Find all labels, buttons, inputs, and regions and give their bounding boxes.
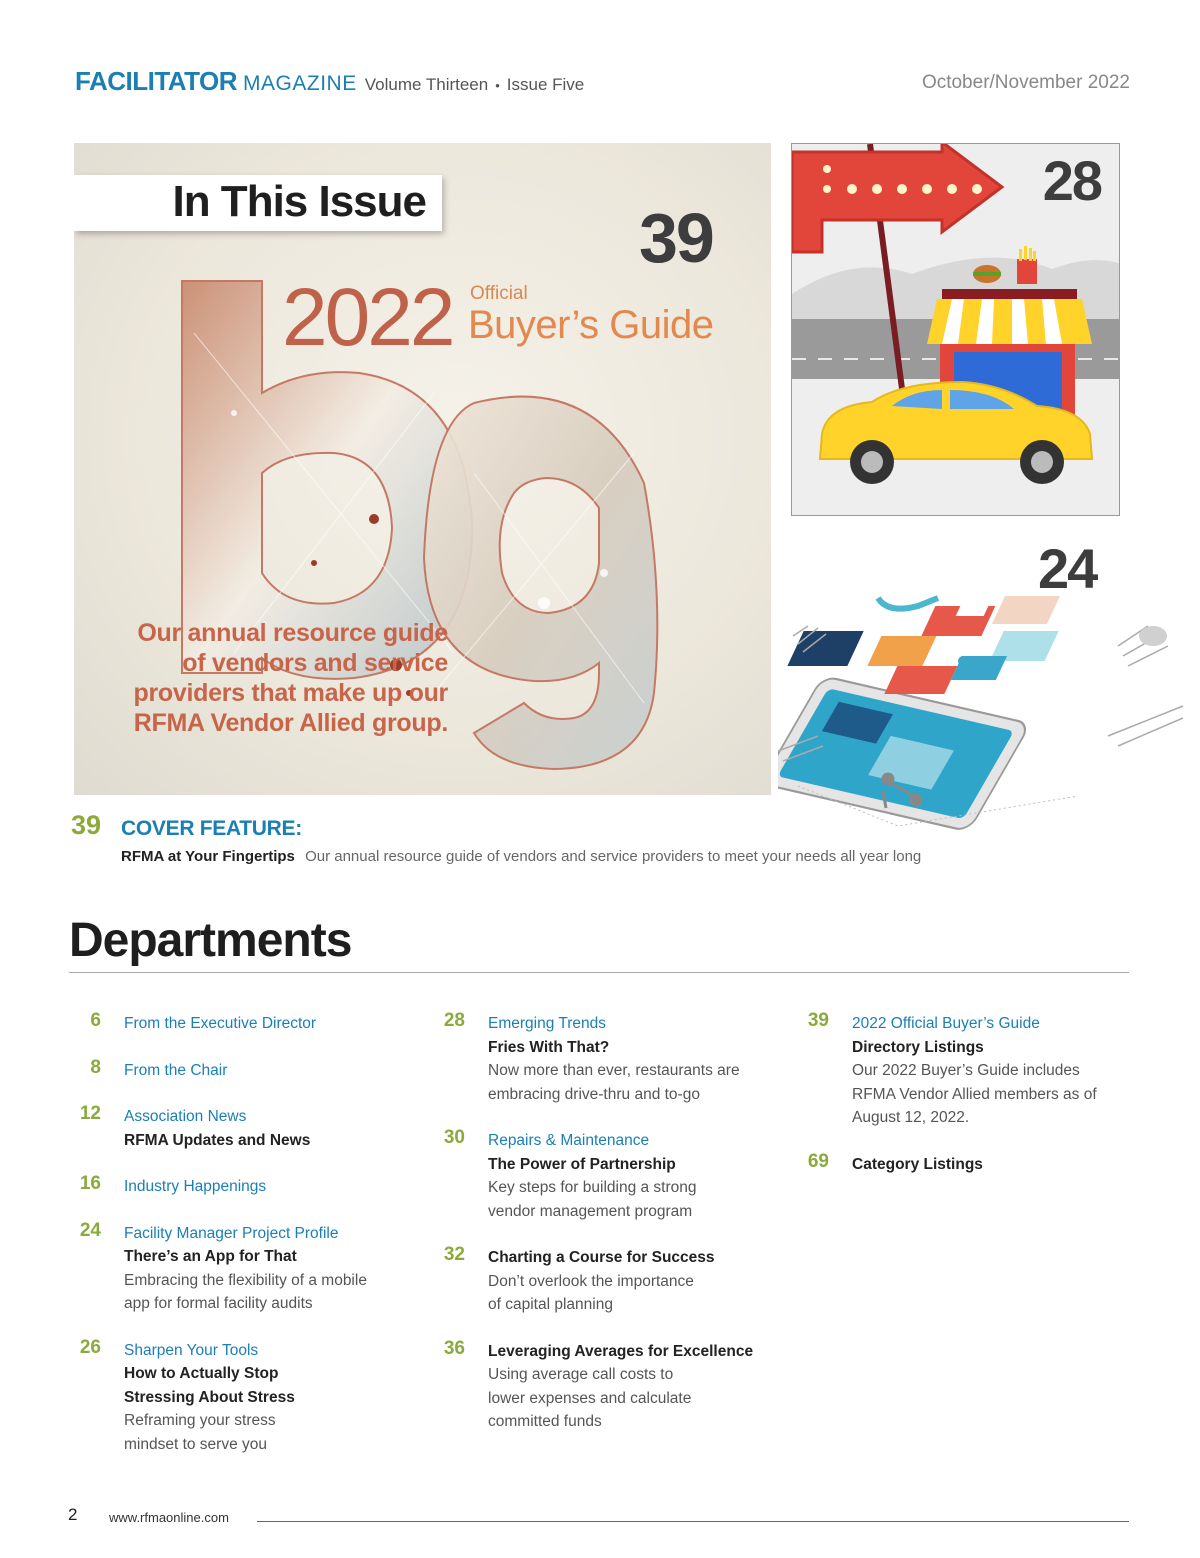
cover-feature-image[interactable] (74, 143, 771, 795)
toc-item[interactable] (437, 1246, 767, 1317)
image-28-page-number: 28 (1042, 149, 1101, 212)
toc-page-number: 8 (90, 1056, 101, 1078)
mobile-app-illustration (778, 536, 1188, 836)
departments-column-2 (437, 1012, 767, 1457)
toc-section[interactable]: From the Executive Director (124, 1015, 317, 1032)
toc-section[interactable]: Repairs & Maintenance (488, 1132, 650, 1149)
toc-page-number: 16 (79, 1173, 101, 1194)
issue-date: October/November 2022 (921, 72, 1130, 93)
toc-title: There’s an App for That (124, 1248, 297, 1265)
toc-page-number: 6 (90, 1010, 101, 1031)
magazine-word: MAGAZINE (243, 72, 357, 95)
cover-description: Our annual resource guide of vendors and service providers that make up our RFMA Vendor Allied group. (133, 619, 448, 737)
toc-section[interactable]: Association News (124, 1108, 247, 1125)
toc-item[interactable] (73, 1056, 403, 1083)
toc-page-number: 12 (79, 1103, 101, 1124)
buyers-guide-official: Official (470, 283, 528, 304)
departments-column-3 (801, 1012, 1131, 1199)
toc-title[interactable]: Charting a Course for Success (488, 1249, 715, 1266)
toc-section[interactable]: 2022 Official Buyer’s Guide (852, 1015, 1040, 1032)
cover-page-number: 39 (639, 199, 713, 277)
toc-section[interactable]: Industry Happenings (124, 1178, 267, 1195)
toc-title: Stressing About Stress (124, 1388, 295, 1406)
toc-description: committed funds (488, 1413, 602, 1430)
toc-description: Don’t overlook the importance (488, 1272, 694, 1290)
toc-description: Key steps for building a strong (488, 1179, 697, 1196)
website-link[interactable]: www.rfmaonline.com (109, 1510, 229, 1525)
footer-divider (257, 1521, 1129, 1522)
toc-item[interactable] (437, 1129, 767, 1223)
toc-description: Our 2022 Buyer’s Guide includes (852, 1062, 1080, 1079)
toc-page-number: 39 (807, 1010, 829, 1031)
toc-description: vendor management program (488, 1202, 693, 1220)
page-number: 2 (68, 1505, 78, 1524)
toc-description: Reframing your stress (124, 1412, 276, 1429)
toc-description: of capital planning (488, 1296, 613, 1313)
image-24-page-number: 24 (1038, 537, 1097, 600)
toc-description: embracing drive-thru and to-go (488, 1085, 700, 1103)
toc-page-number: 69 (807, 1150, 829, 1172)
toc-item[interactable] (73, 1336, 403, 1457)
toc-title[interactable]: Leveraging Averages for Excellence (488, 1342, 754, 1360)
magazine-name: FACILITATOR (75, 66, 238, 96)
in-this-issue-title: In This Issue (172, 177, 426, 226)
toc-section[interactable]: Facility Manager Project Profile (124, 1224, 339, 1242)
toc-title: Fries With That? (488, 1038, 610, 1056)
toc-item[interactable] (801, 1150, 1131, 1177)
toc-item[interactable] (73, 1012, 403, 1036)
departments-heading: Departments (69, 914, 352, 967)
toc-item[interactable] (73, 1105, 403, 1152)
departments-column-1 (73, 1012, 403, 1479)
toc-description: mindset to serve you (124, 1435, 268, 1453)
toc-page-number: 28 (443, 1010, 465, 1031)
toc-item[interactable] (73, 1175, 403, 1199)
cover-feature-description: Our annual resource guide of vendors and service providers to meet your needs all year long (305, 848, 922, 865)
toc-page-number: 30 (443, 1127, 465, 1148)
mobile-app-image[interactable] (778, 536, 1188, 836)
toc-section[interactable]: Sharpen Your Tools (124, 1341, 259, 1359)
drive-thru-image[interactable] (791, 143, 1120, 516)
cover-feature-title[interactable]: RFMA at Your Fingertips (121, 848, 295, 865)
toc-description: app for formal facility audits (124, 1295, 313, 1312)
toc-section[interactable]: From the Chair (124, 1061, 228, 1079)
toc-description: August 12, 2022. (852, 1109, 970, 1126)
buyers-guide-year: 2022 (282, 272, 453, 363)
toc-item[interactable] (73, 1219, 403, 1316)
toc-description: Using average call costs to (488, 1366, 674, 1383)
separator-dot: • (495, 78, 500, 93)
buyers-guide-title: Buyer’s Guide (468, 303, 714, 347)
cover-feature-number: 39 (71, 810, 102, 840)
toc-title: RFMA Updates and News (124, 1131, 311, 1149)
in-this-issue-banner (74, 175, 442, 231)
toc-page-number: 24 (79, 1219, 101, 1241)
toc-item[interactable] (437, 1012, 767, 1106)
toc-page-number: 26 (79, 1336, 101, 1358)
toc-description: Now more than ever, restaurants are (488, 1062, 740, 1079)
cover-feature-line[interactable] (121, 848, 921, 865)
toc-section[interactable]: Emerging Trends (488, 1015, 607, 1032)
toc-description: RFMA Vendor Allied members as of (852, 1085, 1097, 1103)
toc-title: Directory Listings (852, 1038, 984, 1056)
masthead (75, 66, 584, 100)
toc-description: lower expenses and calculate (488, 1389, 692, 1407)
toc-item[interactable] (437, 1337, 767, 1434)
toc-item[interactable] (801, 1012, 1131, 1130)
volume-label: Volume Thirteen (364, 75, 489, 94)
cover-feature-label: COVER FEATURE: (121, 817, 302, 840)
toc-title: How to Actually Stop (124, 1365, 279, 1382)
toc-page-number: 32 (443, 1244, 465, 1265)
toc-title[interactable]: Category Listings (852, 1155, 983, 1173)
toc-description: Embracing the flexibility of a mobile (124, 1271, 367, 1289)
issue-label: Issue Five (506, 75, 585, 94)
toc-page-number: 36 (443, 1337, 465, 1359)
departments-divider (69, 972, 1129, 973)
toc-title: The Power of Partnership (488, 1155, 676, 1173)
